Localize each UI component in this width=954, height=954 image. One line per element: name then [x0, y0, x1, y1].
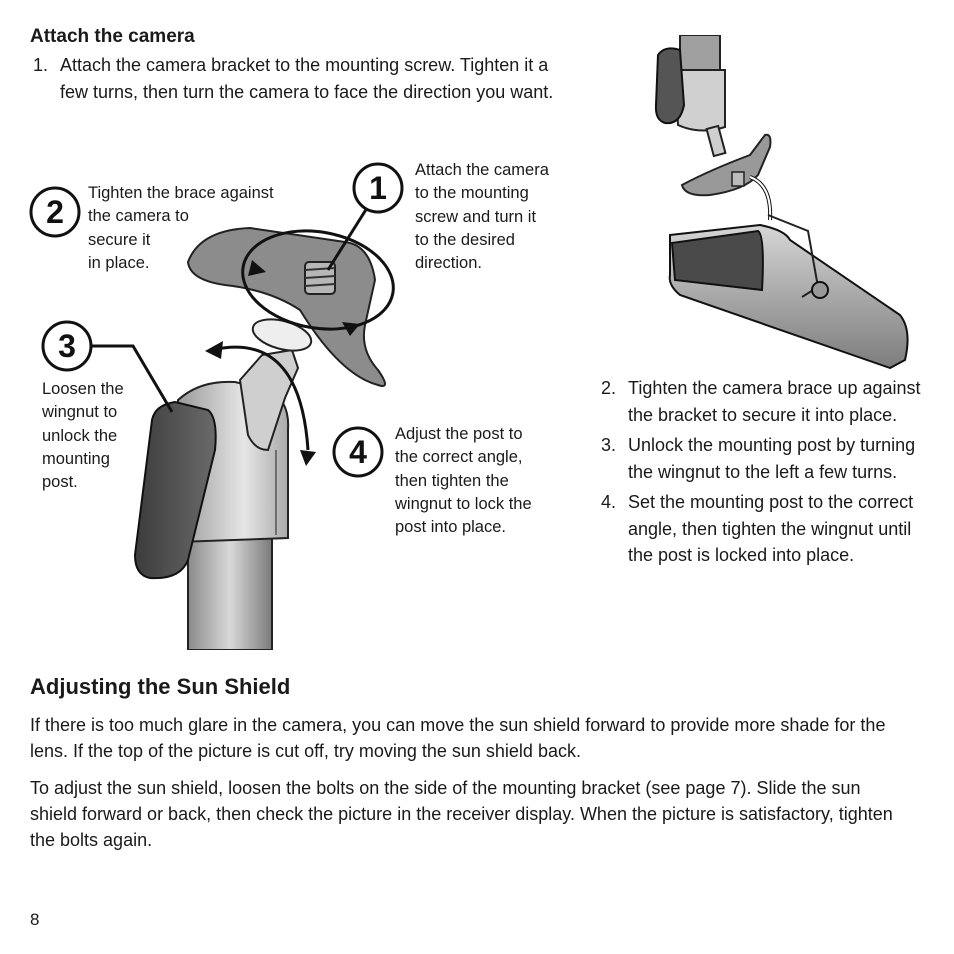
callout-4: Adjust the post to the correct angle, then tighten the wingnut to lock the post into place. — [395, 425, 532, 537]
mounting-screw — [732, 172, 744, 186]
step-text: Attach the camera bracket to the mounting screw. Tighten it a few turns, then turn the camera to face the direction you want. — [60, 55, 554, 102]
badge-2 — [31, 188, 79, 236]
badge-4 — [334, 428, 382, 476]
list-item — [33, 52, 573, 105]
brace-bolt — [812, 282, 828, 298]
steps-list-more — [601, 375, 921, 573]
step-text: Unlock the mounting post by turning the wingnut to the left a few turns. — [628, 435, 916, 482]
wingnut — [656, 48, 684, 123]
sun-shield-heading: Adjusting the Sun Shield — [30, 674, 291, 699]
callout-2: Tighten the brace against the camera to secure it in place. — [88, 184, 274, 272]
badge-number: 4 — [349, 434, 367, 470]
post-neck — [707, 126, 726, 156]
sun-shield-paragraph-2: To adjust the sun shield, loosen the bolts on the side of the mounting bracket (see page 7). Slide the sun shield forward or back, then check the picture in the receiver display. When the picture is satisfactory, tighten the bolts again. — [30, 778, 893, 850]
step-number: 1. — [33, 55, 49, 75]
badge-number: 1 — [369, 170, 387, 206]
mounting-pole — [188, 530, 272, 650]
steps-list-intro — [33, 52, 573, 109]
page-number: 8 — [30, 910, 40, 929]
step-text: Tighten the camera brace up against the bracket to secure it into place. — [628, 378, 921, 425]
camera-illustration — [650, 35, 915, 370]
step-number: 2. — [601, 378, 617, 398]
callout-1: Attach the camera to the mounting screw and turn it to the desired direction. — [415, 161, 549, 273]
step-number: 3. — [601, 435, 617, 455]
step-number: 4. — [601, 492, 617, 512]
bracket-plate — [682, 135, 770, 196]
list-item — [601, 432, 921, 485]
post-neck — [240, 350, 298, 450]
sun-shield-paragraph-1: If there is too much glare in the camera, you can move the sun shield forward to provide more shade for the lens. If the top of the picture is cut off, try moving the sun shield back. — [30, 715, 886, 761]
step-text: Set the mounting post to the correct angle, then tighten the wingnut until the post is locked into place. — [628, 492, 914, 565]
list-item — [601, 489, 921, 569]
badge-1 — [354, 164, 402, 212]
badge-number: 2 — [46, 194, 64, 230]
badge-3 — [43, 322, 91, 370]
list-item — [601, 375, 921, 428]
callout-3: Loosen the wingnut to unlock the mounting post. — [42, 380, 124, 492]
badge-number: 3 — [58, 328, 76, 364]
section-heading: Attach the camera — [30, 26, 195, 47]
